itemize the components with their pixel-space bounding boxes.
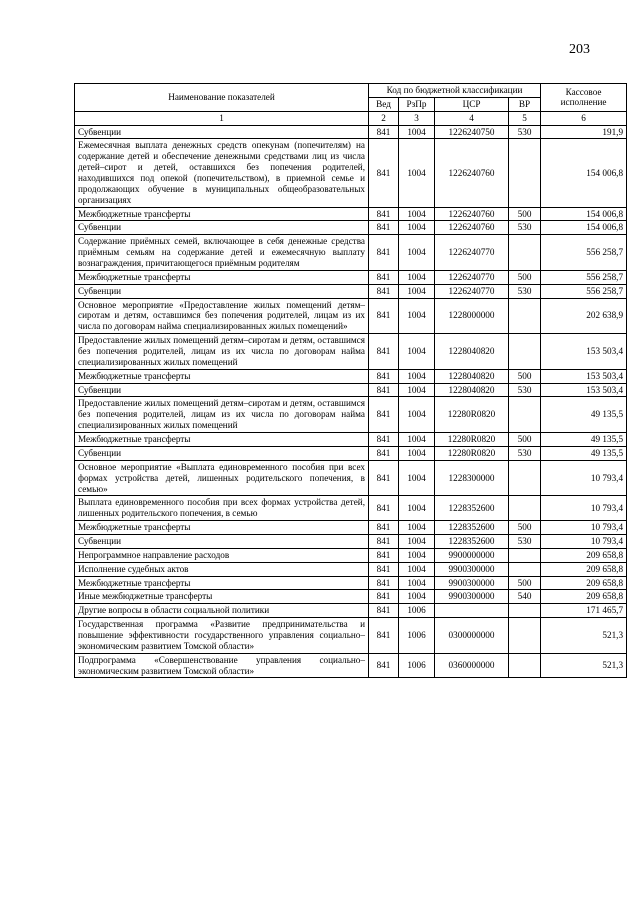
row-csr: 9900300000 — [435, 562, 509, 576]
row-vr: 530 — [509, 446, 541, 460]
column-number: 3 — [399, 111, 435, 125]
row-name: Межбюджетные трансферты — [75, 270, 369, 284]
budget-table — [74, 83, 627, 678]
row-name: Межбюджетные трансферты — [75, 207, 369, 221]
row-rzpr: 1004 — [399, 460, 435, 496]
row-rzpr: 1006 — [399, 604, 435, 618]
row-rzpr: 1004 — [399, 521, 435, 535]
row-vr: 500 — [509, 433, 541, 447]
row-rzpr: 1004 — [399, 576, 435, 590]
row-rzpr: 1004 — [399, 548, 435, 562]
row-vr: 500 — [509, 369, 541, 383]
row-vr: 530 — [509, 284, 541, 298]
row-ved: 841 — [369, 284, 399, 298]
table-row — [75, 534, 627, 548]
table-row — [75, 496, 627, 521]
table-row — [75, 562, 627, 576]
table-row — [75, 270, 627, 284]
row-name: Межбюджетные трансферты — [75, 521, 369, 535]
row-vr: 500 — [509, 207, 541, 221]
row-name: Субвенции — [75, 221, 369, 235]
row-ved: 841 — [369, 235, 399, 271]
row-amount: 209 658,8 — [541, 548, 627, 562]
table-row — [75, 125, 627, 139]
row-amount: 10 793,4 — [541, 496, 627, 521]
row-rzpr: 1004 — [399, 235, 435, 271]
row-name: Подпрограмма «Совершенствование управления социально–экономическим развитием Томской области» — [75, 653, 369, 678]
row-name: Межбюджетные трансферты — [75, 369, 369, 383]
row-ved: 841 — [369, 618, 399, 654]
row-name: Межбюджетные трансферты — [75, 433, 369, 447]
row-name: Субвенции — [75, 383, 369, 397]
row-rzpr: 1004 — [399, 534, 435, 548]
column-number: 5 — [509, 111, 541, 125]
row-ved: 841 — [369, 576, 399, 590]
row-name: Субвенции — [75, 125, 369, 139]
row-rzpr: 1004 — [399, 125, 435, 139]
table-row — [75, 460, 627, 496]
header-vr: ВР — [509, 97, 541, 111]
column-number: 4 — [435, 111, 509, 125]
row-rzpr: 1004 — [399, 496, 435, 521]
row-ved: 841 — [369, 397, 399, 433]
row-rzpr: 1006 — [399, 618, 435, 654]
row-csr: 1228040820 — [435, 334, 509, 370]
row-ved: 841 — [369, 369, 399, 383]
row-csr: 1228352600 — [435, 496, 509, 521]
row-csr: 9900300000 — [435, 590, 509, 604]
row-name: Содержание приёмных семей, включающее в себя денежные средства приёмным семьям на содержание детей и ежемесячную выплату вознаграждения, причитающегося приёмным родителям — [75, 235, 369, 271]
row-amount: 49 135,5 — [541, 397, 627, 433]
table-row — [75, 221, 627, 235]
table-row — [75, 521, 627, 535]
row-csr: 0300000000 — [435, 618, 509, 654]
row-amount: 521,3 — [541, 618, 627, 654]
row-amount: 556 258,7 — [541, 270, 627, 284]
row-csr: 1228352600 — [435, 521, 509, 535]
row-csr: 1228040820 — [435, 369, 509, 383]
table-row — [75, 548, 627, 562]
row-name: Иные межбюджетные трансферты — [75, 590, 369, 604]
row-csr: 1226240760 — [435, 207, 509, 221]
row-csr: 12280R0820 — [435, 446, 509, 460]
row-csr: 1228352600 — [435, 534, 509, 548]
row-vr — [509, 334, 541, 370]
row-ved: 841 — [369, 562, 399, 576]
row-vr — [509, 562, 541, 576]
row-name: Субвенции — [75, 446, 369, 460]
row-ved: 841 — [369, 534, 399, 548]
column-number: 6 — [541, 111, 627, 125]
row-name: Исполнение судебных актов — [75, 562, 369, 576]
row-vr: 530 — [509, 534, 541, 548]
row-vr — [509, 604, 541, 618]
row-amount: 49 135,5 — [541, 446, 627, 460]
row-vr — [509, 653, 541, 678]
row-ved: 841 — [369, 270, 399, 284]
row-vr — [509, 618, 541, 654]
column-number-row — [75, 111, 627, 125]
row-vr: 530 — [509, 383, 541, 397]
row-amount: 153 503,4 — [541, 369, 627, 383]
row-ved: 841 — [369, 139, 399, 207]
row-csr: 1226240770 — [435, 235, 509, 271]
header-code-group: Код по бюджетной классификации — [369, 84, 541, 98]
row-amount: 521,3 — [541, 653, 627, 678]
row-ved: 841 — [369, 653, 399, 678]
row-ved: 841 — [369, 460, 399, 496]
row-csr: 1228300000 — [435, 460, 509, 496]
row-name: Основное мероприятие «Предоставление жилых помещений детям–сиротам и детям, оставшимся без попечения родителей, лицам из их числа по договорам найма специализированных жилых помещений» — [75, 298, 369, 334]
row-amount: 49 135,5 — [541, 433, 627, 447]
row-amount: 10 793,4 — [541, 521, 627, 535]
row-rzpr: 1004 — [399, 334, 435, 370]
row-csr: 9900300000 — [435, 576, 509, 590]
row-ved: 841 — [369, 221, 399, 235]
row-vr — [509, 298, 541, 334]
table-row — [75, 207, 627, 221]
row-name: Другие вопросы в области социальной политики — [75, 604, 369, 618]
table-row — [75, 576, 627, 590]
row-amount: 209 658,8 — [541, 576, 627, 590]
row-rzpr: 1004 — [399, 433, 435, 447]
row-ved: 841 — [369, 446, 399, 460]
table-row — [75, 397, 627, 433]
row-rzpr: 1004 — [399, 284, 435, 298]
table-row — [75, 298, 627, 334]
row-name: Выплата единовременного пособия при всех формах устройства детей, лишенных родительского попечения, в семью — [75, 496, 369, 521]
row-name: Непрограммное направление расходов — [75, 548, 369, 562]
row-ved: 841 — [369, 125, 399, 139]
row-rzpr: 1004 — [399, 221, 435, 235]
row-ved: 841 — [369, 604, 399, 618]
row-name: Субвенции — [75, 284, 369, 298]
row-vr: 500 — [509, 576, 541, 590]
row-csr: 1226240770 — [435, 284, 509, 298]
table-row — [75, 383, 627, 397]
row-rzpr: 1006 — [399, 653, 435, 678]
row-rzpr: 1004 — [399, 590, 435, 604]
column-number: 2 — [369, 111, 399, 125]
column-number: 1 — [75, 111, 369, 125]
row-vr: 530 — [509, 125, 541, 139]
row-rzpr: 1004 — [399, 383, 435, 397]
row-rzpr: 1004 — [399, 139, 435, 207]
table-row — [75, 590, 627, 604]
row-amount: 154 006,8 — [541, 139, 627, 207]
row-csr: 1226240770 — [435, 270, 509, 284]
row-amount: 209 658,8 — [541, 590, 627, 604]
row-name: Основное мероприятие «Выплата единовременного пособия при всех формах устройства детей, лишенных родительского попечения, в семью» — [75, 460, 369, 496]
row-vr: 500 — [509, 521, 541, 535]
row-name: Межбюджетные трансферты — [75, 576, 369, 590]
row-vr — [509, 235, 541, 271]
header-name: Наименование показателей — [75, 84, 369, 112]
header-row — [75, 84, 627, 98]
row-ved: 841 — [369, 521, 399, 535]
row-amount: 556 258,7 — [541, 235, 627, 271]
row-name: Предоставление жилых помещений детям–сиротам и детям, оставшимся без попечения родителей, лицам из их числа по договорам найма специализированных жилых помещений — [75, 397, 369, 433]
page-number: 203 — [569, 42, 590, 57]
row-rzpr: 1004 — [399, 562, 435, 576]
row-vr — [509, 460, 541, 496]
row-amount: 154 006,8 — [541, 207, 627, 221]
row-amount: 153 503,4 — [541, 383, 627, 397]
row-ved: 841 — [369, 334, 399, 370]
row-ved: 841 — [369, 298, 399, 334]
table-row — [75, 653, 627, 678]
header-csr: ЦСР — [435, 97, 509, 111]
row-amount: 171 465,7 — [541, 604, 627, 618]
table-row — [75, 369, 627, 383]
row-vr — [509, 139, 541, 207]
row-name: Предоставление жилых помещений детям–сиротам и детям, оставшимся без попечения родителей, лицам из их числа по договорам найма специализированных жилых помещений — [75, 334, 369, 370]
row-csr: 9900000000 — [435, 548, 509, 562]
row-csr: 1226240760 — [435, 139, 509, 207]
table-row — [75, 284, 627, 298]
row-ved: 841 — [369, 496, 399, 521]
header-amount: Кассовое исполнение — [541, 84, 627, 112]
table-row — [75, 618, 627, 654]
table-row — [75, 604, 627, 618]
row-name: Государственная программа «Развитие предпринимательства и повышение эффективности государственного управления социально–экономическим развитием Томской области» — [75, 618, 369, 654]
row-vr — [509, 548, 541, 562]
row-name: Ежемесячная выплата денежных средств опекунам (попечителям) на содержание детей и обеспечение денежными средствами лиц из числа детей–сирот и детей, оставшихся без попечения родителей, находившихся под опекой (попечительством), в приемной семье и продолжающих обучение в муниципальных общеобразовательных организациях — [75, 139, 369, 207]
row-rzpr: 1004 — [399, 298, 435, 334]
row-amount: 153 503,4 — [541, 334, 627, 370]
row-amount: 209 658,8 — [541, 562, 627, 576]
header-rzpr: РзПр — [399, 97, 435, 111]
row-vr: 500 — [509, 270, 541, 284]
row-rzpr: 1004 — [399, 207, 435, 221]
row-csr: 1228040820 — [435, 383, 509, 397]
row-amount: 191,9 — [541, 125, 627, 139]
row-csr: 1228000000 — [435, 298, 509, 334]
row-ved: 841 — [369, 383, 399, 397]
header-ved: Вед — [369, 97, 399, 111]
row-csr: 0360000000 — [435, 653, 509, 678]
row-csr — [435, 604, 509, 618]
row-rzpr: 1004 — [399, 369, 435, 383]
row-vr: 540 — [509, 590, 541, 604]
row-rzpr: 1004 — [399, 397, 435, 433]
table-row — [75, 235, 627, 271]
row-ved: 841 — [369, 433, 399, 447]
table-row — [75, 433, 627, 447]
row-amount: 10 793,4 — [541, 460, 627, 496]
row-vr — [509, 496, 541, 521]
row-csr: 1226240750 — [435, 125, 509, 139]
row-amount: 556 258,7 — [541, 284, 627, 298]
row-ved: 841 — [369, 207, 399, 221]
row-rzpr: 1004 — [399, 270, 435, 284]
row-amount: 202 638,9 — [541, 298, 627, 334]
row-csr: 12280R0820 — [435, 433, 509, 447]
row-ved: 841 — [369, 590, 399, 604]
row-ved: 841 — [369, 548, 399, 562]
row-csr: 12280R0820 — [435, 397, 509, 433]
row-csr: 1226240760 — [435, 221, 509, 235]
table-row — [75, 446, 627, 460]
row-vr — [509, 397, 541, 433]
row-vr: 530 — [509, 221, 541, 235]
row-name: Субвенции — [75, 534, 369, 548]
row-rzpr: 1004 — [399, 446, 435, 460]
table-row — [75, 334, 627, 370]
row-amount: 154 006,8 — [541, 221, 627, 235]
table-row — [75, 139, 627, 207]
row-amount: 10 793,4 — [541, 534, 627, 548]
